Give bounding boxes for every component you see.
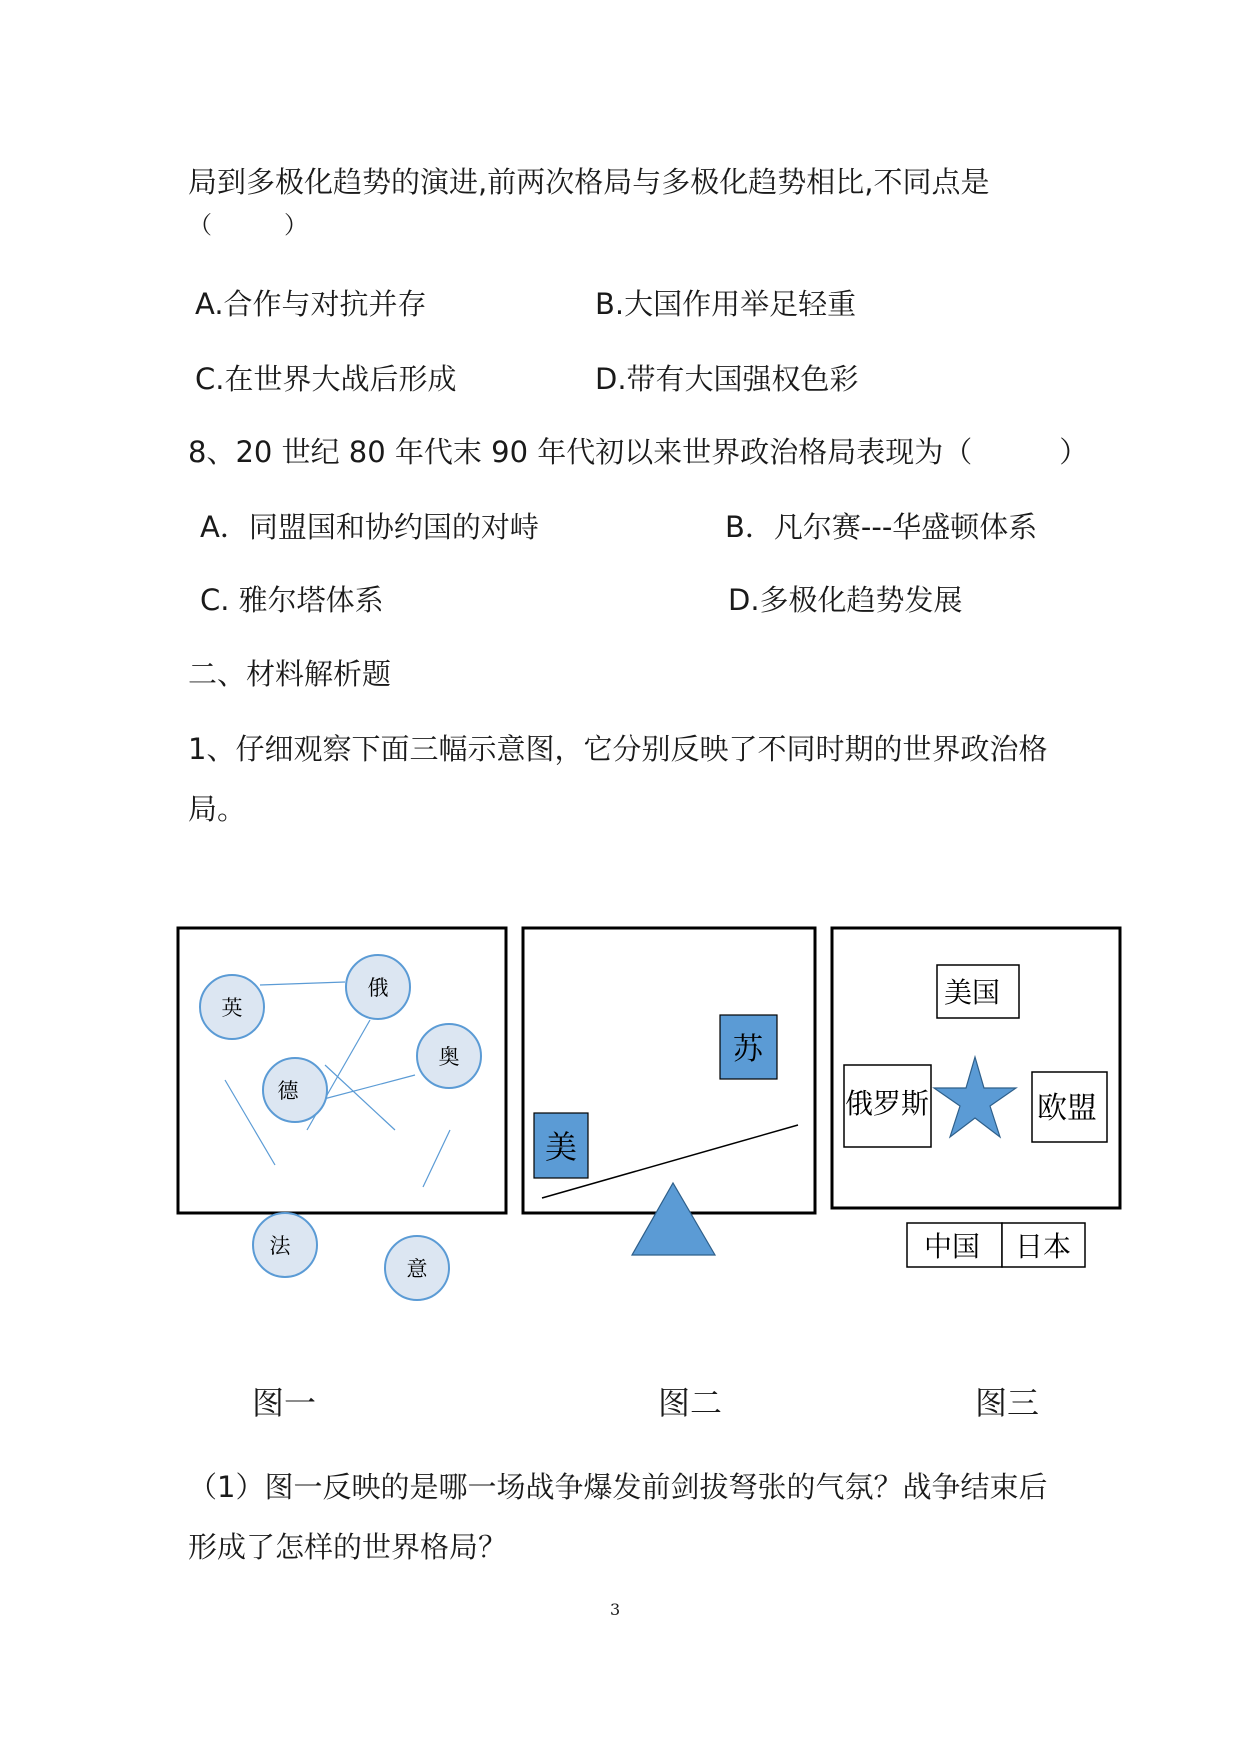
country-circle-fa <box>253 1213 317 1277</box>
china-label: 中国 <box>923 1230 981 1263</box>
figure-three-caption: 图三 <box>975 1384 1040 1422</box>
figure-one-caption: 图一 <box>252 1384 317 1422</box>
q7-option-a: A.合作与对抗并存 <box>195 287 427 321</box>
figure-two-caption: 图二 <box>658 1384 723 1422</box>
q8-option-b: B．凡尔赛---华盛顿体系 <box>725 510 1038 544</box>
q8-stem: 8、20 世纪 80 年代末 90 年代初以来世界政治格局表现为（ ） <box>188 435 1089 469</box>
q7-option-d: D.带有大国强权色彩 <box>595 362 859 396</box>
q7-stem: 局到多极化趋势的演进,前两次格局与多极化趋势相比,不同点是 <box>188 165 990 199</box>
eu-label-box <box>1032 1072 1107 1142</box>
svg-text:美国: 美国 <box>943 976 1001 1009</box>
svg-text:俄罗斯: 俄罗斯 <box>844 1087 930 1120</box>
japan-label: 日本 <box>1014 1230 1072 1263</box>
svg-text:苏: 苏 <box>733 1032 763 1067</box>
q7-option-c: C.在世界大战后形成 <box>195 362 457 396</box>
q8-option-d: D.多极化趋势发展 <box>728 583 963 617</box>
q7-answer-blank: （ ） <box>188 211 308 239</box>
fulcrum-triangle <box>632 1183 715 1255</box>
section-title: 二、材料解析题 <box>188 657 392 691</box>
q1-stem-line2: 局。 <box>188 792 247 826</box>
page-number: 3 <box>610 1600 621 1619</box>
svg-text:欧盟: 欧盟 <box>1037 1091 1097 1126</box>
q1-stem-line1: 1、仔细观察下面三幅示意图，它分别反映了不同时期的世界政治格 <box>188 732 1048 766</box>
country-circle-ying <box>200 975 264 1039</box>
russia-label-box <box>844 1065 931 1147</box>
svg-text:美: 美 <box>544 1128 578 1166</box>
q7-option-b: B.大国作用举足轻重 <box>595 287 857 321</box>
figure-two <box>520 925 820 1265</box>
country-circle-de <box>263 1058 327 1122</box>
star-icon <box>934 1057 1016 1137</box>
svg-text:英: 英 <box>221 996 243 1020</box>
q8-option-c: C. 雅尔塔体系 <box>200 583 384 617</box>
usa-label-box <box>937 965 1019 1018</box>
china-japan-boxes <box>907 1223 1085 1267</box>
svg-text:法: 法 <box>269 1234 291 1258</box>
q1-sub1-line1: （1）图一反映的是哪一场战争爆发前剑拔弩张的气氛？战争结束后 <box>188 1470 1048 1504</box>
ussr-box <box>720 1015 777 1079</box>
svg-text:德: 德 <box>277 1079 299 1103</box>
country-circle-ao <box>417 1024 481 1088</box>
country-circle-yi <box>385 1236 449 1300</box>
figure-one <box>175 925 515 1305</box>
svg-text:意: 意 <box>406 1257 428 1281</box>
country-circle-e <box>346 955 410 1019</box>
q1-sub1-line2: 形成了怎样的世界格局？ <box>188 1530 508 1564</box>
q8-option-a: A．同盟国和协约国的对峙 <box>200 510 539 544</box>
figure-three <box>827 925 1127 1270</box>
svg-text:奥: 奥 <box>438 1045 460 1069</box>
usa-box <box>534 1113 588 1178</box>
svg-text:俄: 俄 <box>367 976 389 1000</box>
